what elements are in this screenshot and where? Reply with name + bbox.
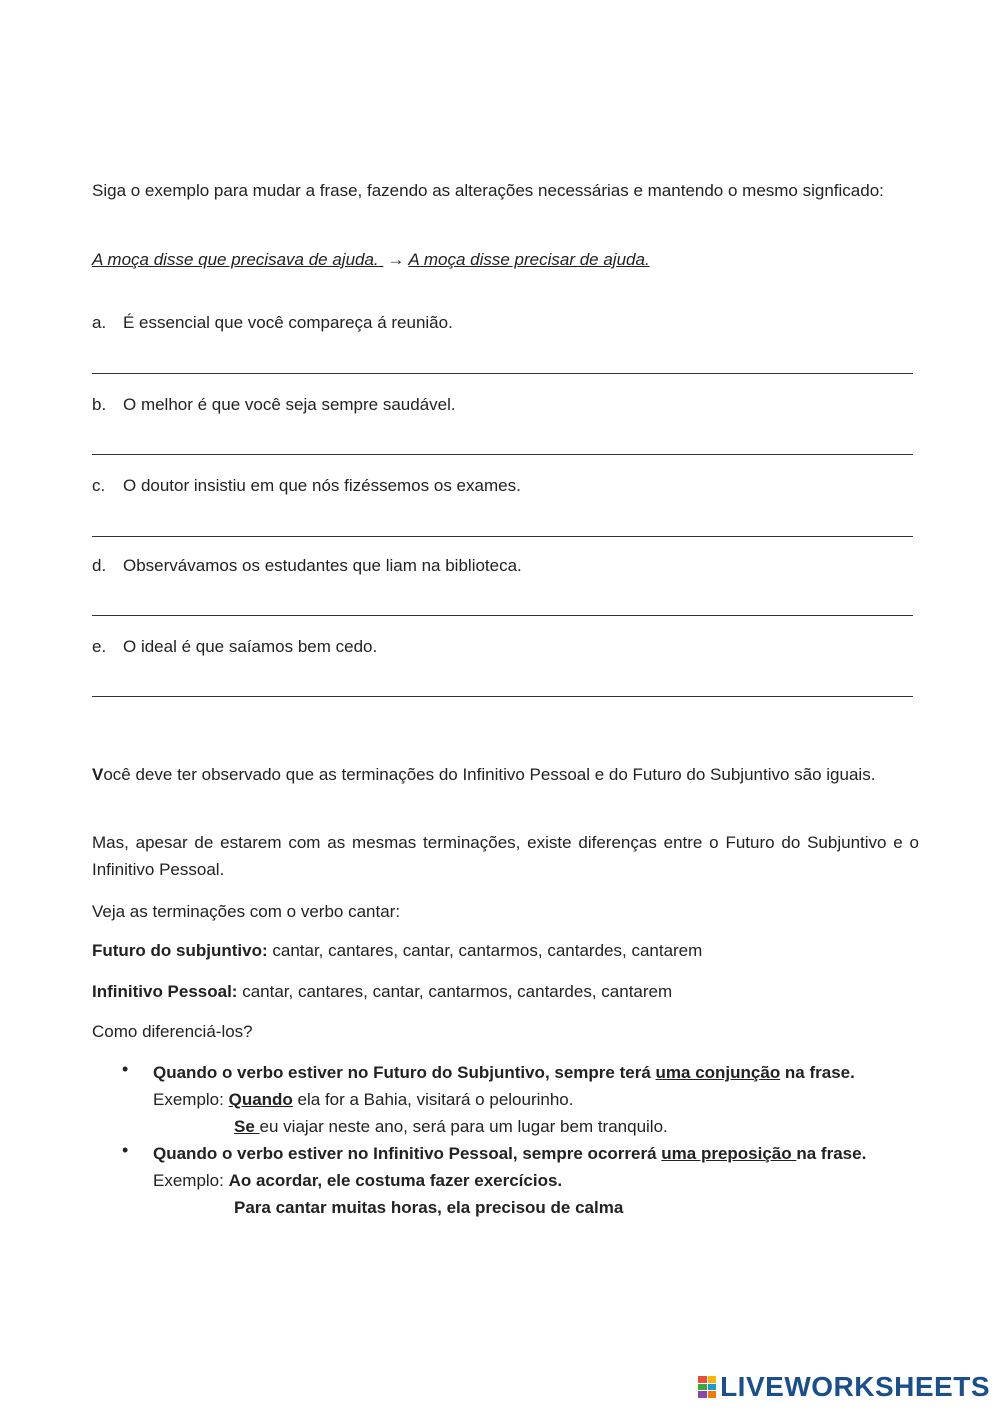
exercise-sentence: O melhor é que você seja sempre saudável.: [123, 395, 456, 414]
example-keyword: Se: [234, 1117, 260, 1136]
example-line-2: [234, 1113, 668, 1140]
logo-square: [708, 1384, 717, 1391]
exercise-letter: e.: [92, 637, 107, 656]
rule-text-end: na frase.: [780, 1063, 855, 1082]
logo-square: [698, 1384, 707, 1391]
futuro-conjugation: cantar, cantares, cantar, cantarmos, cantardes, cantarem: [267, 941, 703, 960]
logo-text: LIVEWORKSHEETS: [720, 1371, 990, 1402]
exercise-sentence: O doutor insistiu em que nós fizéssemos os exames.: [123, 476, 521, 495]
exercise-letter: a.: [92, 313, 107, 332]
exercise-sentence: O ideal é que saíamos bem cedo.: [123, 637, 378, 656]
example-sentence: [92, 250, 650, 270]
rule-text: Quando o verbo estiver no Infinitivo Pessoal, sempre ocorrerá: [153, 1144, 662, 1163]
explanation-paragraph-1: [92, 761, 919, 788]
answer-line-d[interactable]: [92, 615, 913, 616]
example-line-1: [153, 1167, 562, 1194]
example-label: Exemplo:: [153, 1171, 229, 1190]
answer-line-c[interactable]: [92, 536, 913, 537]
rule-keyword: uma conjunção: [655, 1063, 781, 1082]
infinitivo-forms: [92, 978, 919, 1005]
logo-icon: [698, 1376, 716, 1398]
logo-square: [708, 1376, 717, 1383]
rule-keyword: uma preposição: [661, 1144, 797, 1163]
explanation-paragraph-3: Veja as terminações com o verbo cantar:: [92, 902, 401, 921]
exercise-sentence: É essencial que você compareça á reunião.: [123, 313, 453, 332]
bullet-futuro: [122, 1059, 919, 1141]
example-keyword: Quando: [228, 1090, 293, 1109]
example-line-1: [153, 1086, 573, 1113]
infinitivo-conjugation: cantar, cantares, cantar, cantarmos, cantardes, cantarem: [237, 982, 673, 1001]
example-text: Ao acordar, ele costuma fazer exercícios.: [228, 1171, 563, 1190]
example-before: A moça disse que precisava de ajuda.: [92, 250, 379, 269]
logo-square: [698, 1376, 707, 1383]
example-label: Exemplo:: [153, 1090, 229, 1109]
drop-initial: V: [92, 765, 104, 784]
example-text: Para cantar muitas horas, ela precisou de calma: [234, 1198, 624, 1217]
bullet-rule: [153, 1059, 919, 1086]
bullet-icon: •: [122, 1059, 129, 1079]
exercise-letter: b.: [92, 395, 107, 414]
exercise-a: [92, 313, 453, 333]
liveworksheets-logo: [698, 1371, 990, 1403]
exercise-d: [92, 556, 522, 576]
infinitivo-label: Infinitivo Pessoal:: [92, 982, 238, 1001]
exercise-sentence: Observávamos os estudantes que liam na biblioteca.: [123, 556, 522, 575]
exercise-b: [92, 395, 456, 415]
logo-square: [708, 1391, 717, 1398]
futuro-forms: [92, 937, 919, 964]
exercise-letter: c.: [92, 476, 106, 495]
bullet-icon: •: [122, 1140, 129, 1160]
exercise-e: [92, 637, 377, 657]
answer-line-e[interactable]: [92, 696, 913, 697]
answer-line-a[interactable]: [92, 373, 913, 374]
example-text: ela for a Bahia, visitará o pelourinho.: [292, 1090, 574, 1109]
example-line-2: [234, 1194, 623, 1221]
example-text: eu viajar neste ano, será para um lugar bem tranquilo.: [259, 1117, 668, 1136]
question-text: Como diferenciá-los?: [92, 1022, 253, 1041]
example-after: A moça disse precisar de ajuda.: [408, 250, 650, 269]
bullet-infinitivo: [122, 1140, 919, 1222]
paragraph-text: ocê deve ter observado que as terminações do Infinitivo Pessoal e do Futuro do Subjuntivo são iguais.: [103, 765, 876, 784]
exercise-c: [92, 476, 521, 496]
answer-line-b[interactable]: [92, 454, 913, 455]
arrow-icon: →: [387, 250, 405, 269]
rule-text: Quando o verbo estiver no Futuro do Subjuntivo, sempre terá: [153, 1063, 656, 1082]
rule-text-end: na frase.: [796, 1144, 867, 1163]
exercise-letter: d.: [92, 556, 107, 575]
futuro-label: Futuro do subjuntivo:: [92, 941, 268, 960]
logo-square: [698, 1391, 707, 1398]
bullet-rule: [153, 1140, 919, 1167]
explanation-paragraph-2: Mas, apesar de estarem com as mesmas terminações, existe diferenças entre o Futuro do Subjuntivo e o Infinitivo Pessoal.: [92, 833, 919, 879]
instructions-text: Siga o exemplo para mudar a frase, fazendo as alterações necessárias e mantendo o mesmo signficado:: [92, 181, 884, 200]
